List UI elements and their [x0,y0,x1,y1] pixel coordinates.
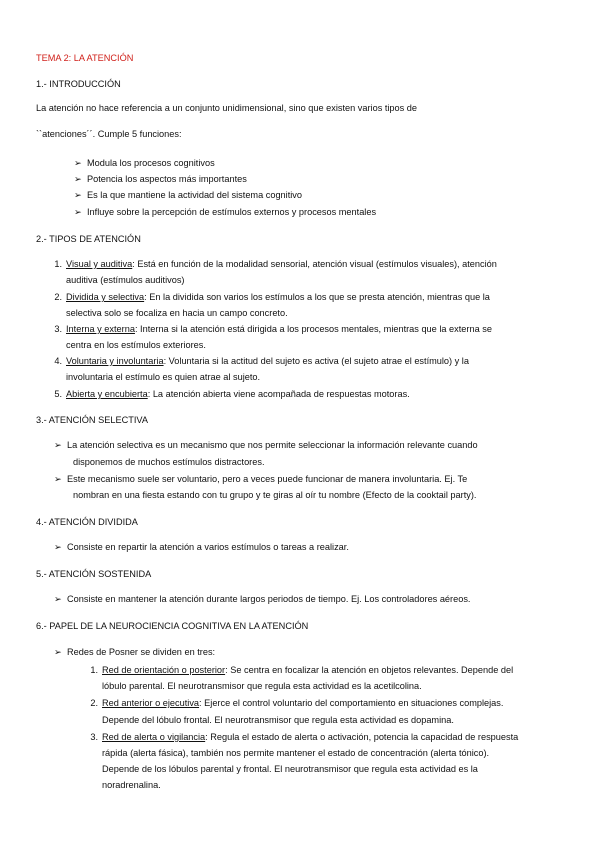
list-item: ➢ Consiste en repartir la atención a varios estímulos o tareas a realizar. [54,542,349,552]
numbered-item: 3. Interna y externa: Interna si la atención está dirigida a los procesos mentales, mientras que la externa se [54,324,492,334]
document-title: TEMA 2: LA ATENCIÓN [36,53,134,63]
arrow-bullet-icon: ➢ [54,474,62,484]
numbered-item-continuation: lóbulo parental. El neurotransmisor que regula esta actividad es la acetilcolina. [102,681,422,691]
list-item: ➢ Influye sobre la percepción de estímulos externos y procesos mentales [74,207,377,217]
list-item: ➢ Modula los procesos cognitivos [74,158,215,168]
section-5-heading: 5.- ATENCIÓN SOSTENIDA [36,569,152,579]
arrow-bullet-icon: ➢ [54,440,62,450]
list-item-continuation: nombran en una fiesta estando con tu grupo y te giras al oír tu nombre (Efecto de la cooktail party). [73,490,477,500]
numbered-item-continuation: noradrenalina. [102,780,161,790]
numbered-item-continuation: Depende de los lóbulos parental y frontal. El neurotransmisor que regula esta actividad es la [102,764,478,774]
section-3-heading: 3.- ATENCIÓN SELECTIVA [36,415,148,425]
numbered-item: 1. Red de orientación o posterior: Se centra en focalizar la atención en objetos relevantes. Depende del [90,665,514,675]
numbered-item: 1. Visual y auditiva: Está en función de la modalidad sensorial, atención visual (estímulos visuales), atención [54,259,497,269]
arrow-bullet-icon: ➢ [74,174,82,184]
arrow-bullet-icon: ➢ [54,647,62,657]
arrow-bullet-icon: ➢ [74,190,82,200]
list-item: ➢ Es la que mantiene la actividad del sistema cognitivo [74,190,303,200]
arrow-bullet-icon: ➢ [54,542,62,552]
arrow-bullet-icon: ➢ [74,158,82,168]
numbered-item-continuation: centra en los estímulos exteriores. [66,340,206,350]
section-4-heading: 4.- ATENCIÓN DIVIDIDA [36,517,138,527]
arrow-bullet-icon: ➢ [54,594,62,604]
numbered-item: 2. Dividida y selectiva: En la dividida son varios los estímulos a los que se presta atención, mientras que la [54,292,490,302]
list-item: ➢ Este mecanismo suele ser voluntario, pero a veces puede funcionar de manera involuntaria. Ej. Te [54,474,468,484]
list-item: ➢ Consiste en mantener la atención durante largos periodos de tiempo. Ej. Los controladores aéreos. [54,594,471,604]
numbered-item: 3. Red de alerta o vigilancia: Regula el estado de alerta o activación, potencia la capacidad de respuesta [90,732,519,742]
list-item: ➢ Potencia los aspectos más importantes [74,174,247,184]
section-2-heading: 2.- TIPOS DE ATENCIÓN [36,234,141,244]
numbered-item-continuation: involuntaria el estímulo es quien atrae al sujeto. [66,372,261,382]
list-item: ➢ Redes de Posner se dividen en tres: [54,647,216,657]
numbered-item: 4. Voluntaria y involuntaria: Voluntaria si la actitud del sujeto es activa (el sujeto atrae el estímulo) y la [54,356,469,366]
section-6-heading: 6.- PAPEL DE LA NEUROCIENCIA COGNITIVA EN LA ATENCIÓN [36,621,309,631]
numbered-item: 5. Abierta y encubierta: La atención abierta viene acompañada de respuestas motoras. [54,389,410,399]
numbered-item-continuation: selectiva solo se focaliza en hacia un campo concreto. [66,308,288,318]
numbered-item-continuation: auditiva (estímulos auditivos) [66,275,185,285]
list-item: ➢ La atención selectiva es un mecanismo que nos permite seleccionar la información relevante cuando [54,440,478,450]
list-item-continuation: disponemos de muchos estímulos distractores. [73,457,265,467]
arrow-bullet-icon: ➢ [74,207,82,217]
numbered-item-continuation: rápida (alerta fásica), también nos permite mantener el estado de concentración (alerta tónico). [102,748,490,758]
section-1-paragraph-line: ``atenciones´´. Cumple 5 funciones: [36,129,182,139]
section-1-heading: 1.- INTRODUCCIÓN [36,79,121,89]
section-1-paragraph-line: La atención no hace referencia a un conjunto unidimensional, sino que existen varios tipos de [36,103,418,113]
numbered-item: 2. Red anterior o ejecutiva: Ejerce el control voluntario del comportamiento en situaciones complejas. [90,698,504,708]
numbered-item-continuation: Depende del lóbulo frontal. El neurotransmisor que regula esta actividad es dopamina. [102,715,454,725]
